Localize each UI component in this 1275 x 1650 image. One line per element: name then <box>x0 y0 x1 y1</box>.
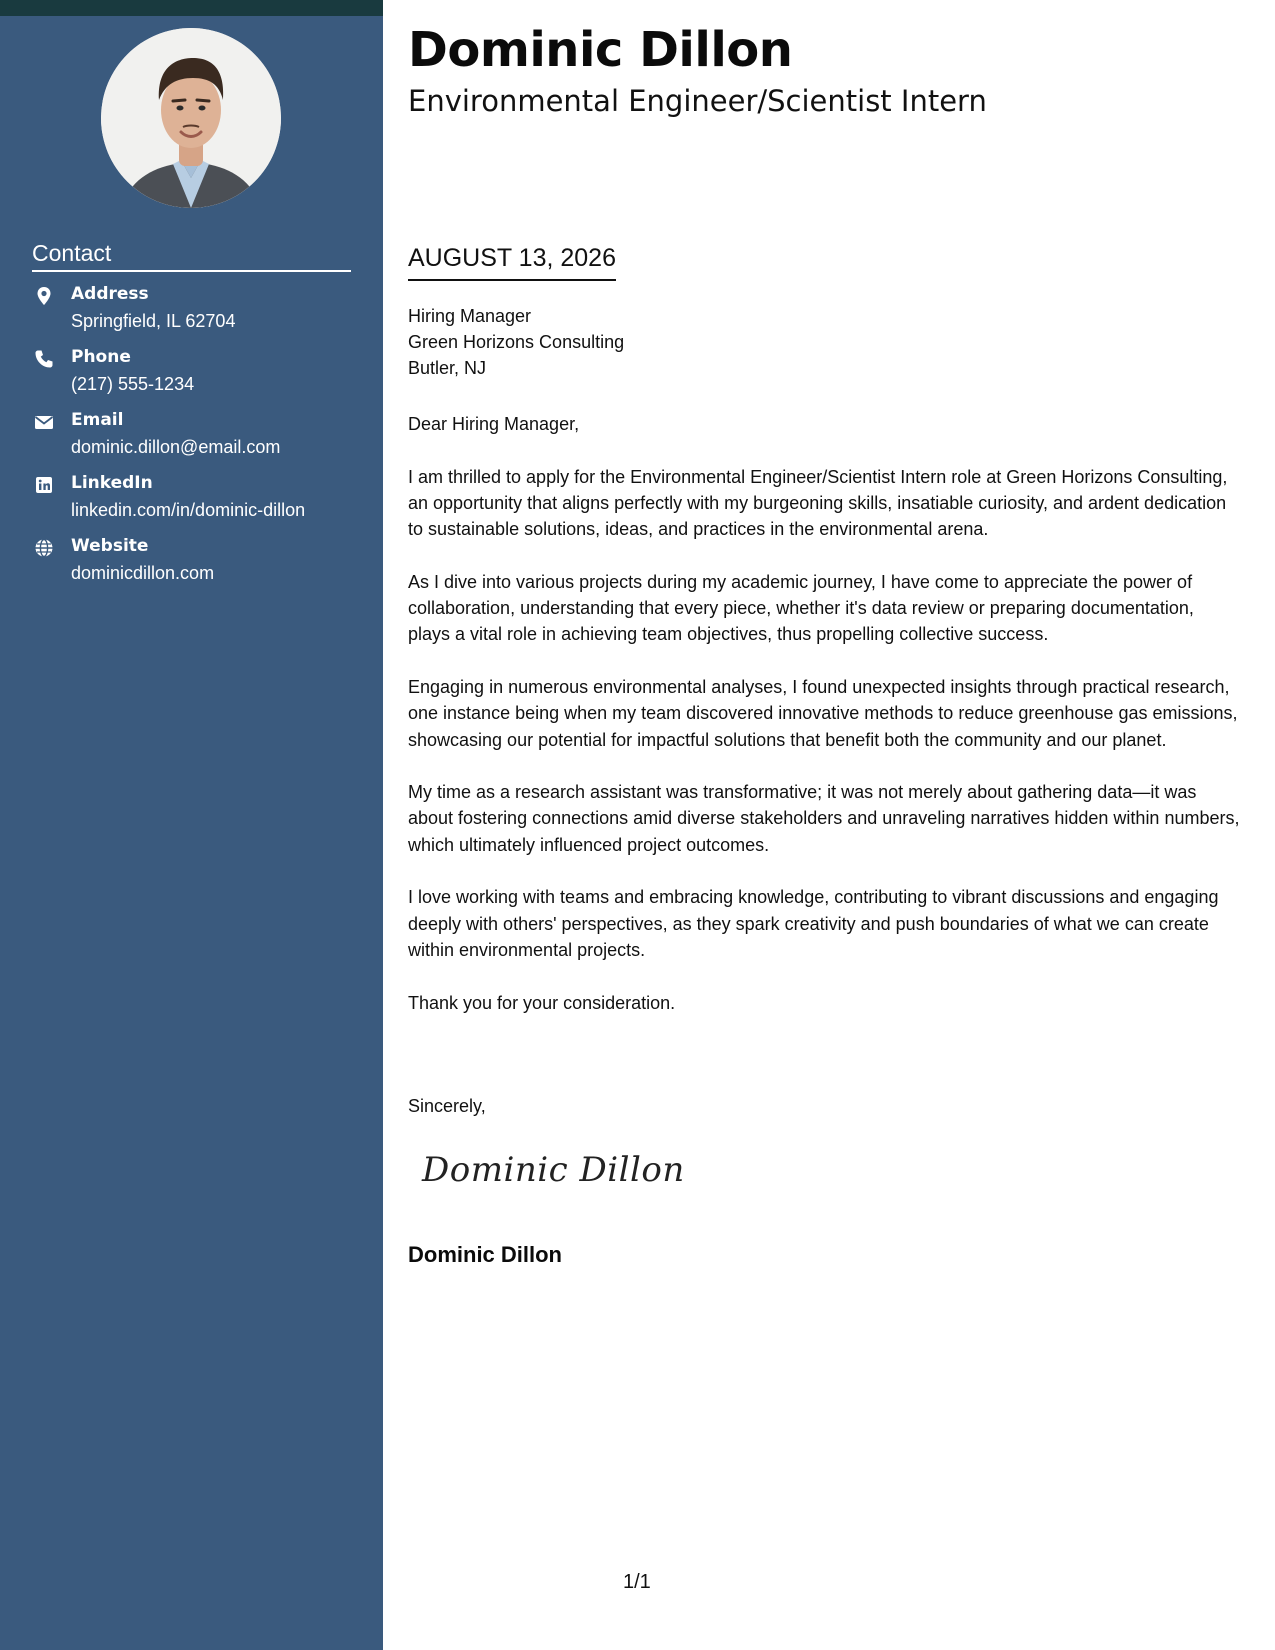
linkedin-icon <box>34 475 54 495</box>
page-number: 1/1 <box>623 1571 651 1593</box>
sidebar-top-bar <box>0 0 383 16</box>
envelope-icon <box>34 412 54 432</box>
globe-icon <box>34 538 54 558</box>
letter-body <box>408 411 1240 1042</box>
contact-value: (217) 555-1234 <box>71 374 195 394</box>
contact-linkedin <box>32 473 362 536</box>
contact-label: Address <box>71 284 149 304</box>
contact-label: Website <box>71 536 149 556</box>
contact-phone <box>32 347 362 410</box>
contact-address <box>32 284 362 347</box>
contact-value: linkedin.com/in/dominic-dillon <box>71 500 306 520</box>
body-paragraph: As I dive into various projects during my academic journey, I have come to appreciate the power of collaboration, understanding that every piece, whether it's data review or preparing documentation, plays a vital role in achieving team objectives, thus propelling collective success. <box>408 571 1194 645</box>
salutation: Dear Hiring Manager, <box>408 414 580 434</box>
thank-you-line: Thank you for your consideration. <box>408 992 676 1013</box>
contact-value: dominic.dillon@email.com <box>71 437 281 457</box>
handwritten-signature: Dominic Dillon <box>422 1150 685 1190</box>
recipient-line: Butler, NJ <box>408 358 487 378</box>
signer-name: Dominic Dillon <box>408 1242 562 1267</box>
body-paragraph: I am thrilled to apply for the Environmental Engineer/Scientist Intern role at Green Horizons Consulting, an opportunity that aligns perfectly with my burgeoning skills, insatiable curiosity, and ardent dedication to sustainable solutions, ideas, and practices in the environmental arena. <box>408 466 1228 540</box>
contact-label: Email <box>71 410 124 430</box>
map-pin-icon <box>34 286 54 306</box>
sidebar <box>0 0 383 1650</box>
body-paragraph: My time as a research assistant was transformative; it was not merely about gathering data—it was about fostering connections amid diverse stakeholders and unraveling narratives hidden within numbers, which ultimately influenced project outcomes. <box>408 782 1240 855</box>
recipient-line: Hiring Manager <box>408 306 532 326</box>
recipient-block <box>408 303 624 381</box>
closing: Sincerely, <box>408 1096 486 1116</box>
contact-label: Phone <box>71 347 131 367</box>
recipient-line: Green Horizons Consulting <box>408 332 625 352</box>
body-paragraph: Engaging in numerous environmental analyses, I found unexpected insights through practical research, one instance being when my team discovered innovative methods to reduce greenhouse gas emissions, showcasing our potential for impactful solutions that benefit both the community and our planet. <box>408 676 1238 750</box>
contact-label: LinkedIn <box>71 473 153 493</box>
letter-date: AUGUST 13, 2026 <box>408 244 616 281</box>
profile-photo <box>101 28 281 208</box>
applicant-name: Dominic Dillon <box>408 22 793 78</box>
body-paragraph: I love working with teams and embracing knowledge, contributing to vibrant discussions and engaging deeply with others' perspectives, as they spark creativity and push boundaries of what we can create within environmental projects. <box>408 887 1219 960</box>
applicant-title: Environmental Engineer/Scientist Intern <box>408 84 987 118</box>
contact-value: Springfield, IL 62704 <box>71 311 236 331</box>
contact-list <box>32 284 362 599</box>
contact-email <box>32 410 362 473</box>
contact-website <box>32 536 362 599</box>
contact-heading: Contact <box>32 240 351 272</box>
phone-icon <box>34 349 54 369</box>
contact-value: dominicdillon.com <box>71 563 215 583</box>
